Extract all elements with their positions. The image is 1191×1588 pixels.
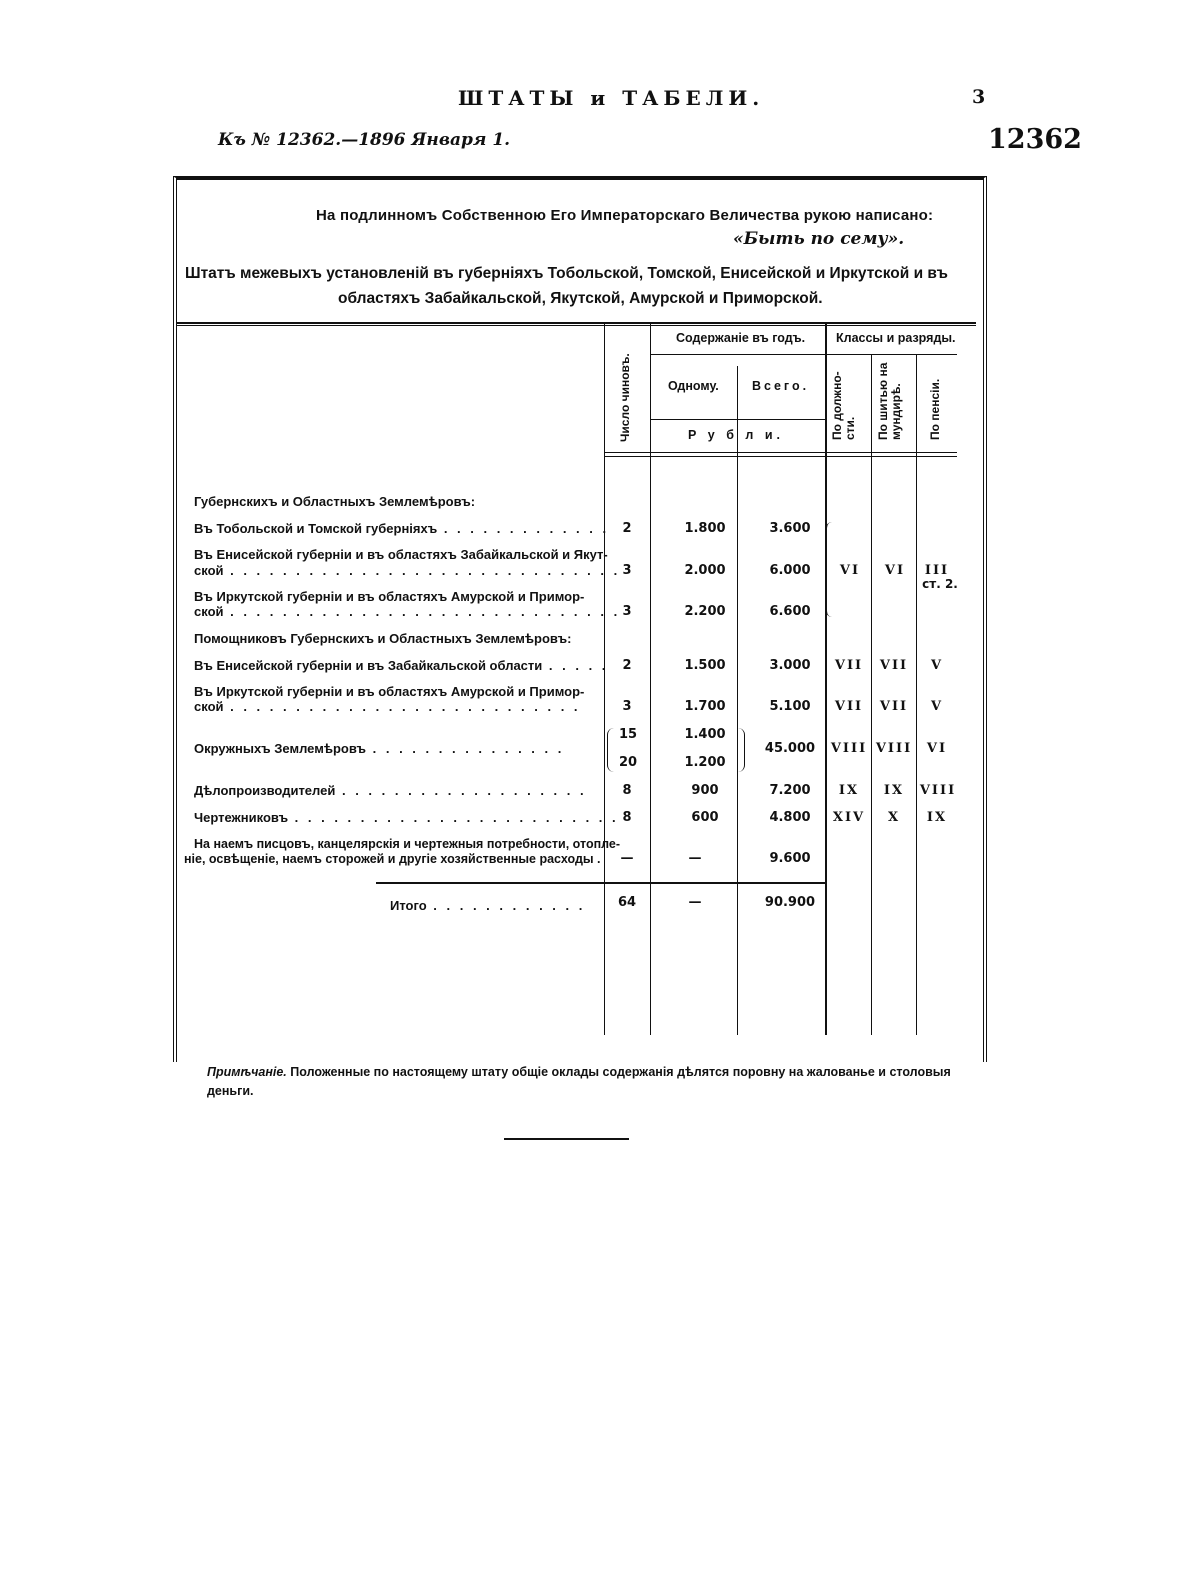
- cell-class-uniform: VIII: [875, 741, 913, 756]
- cell-class-uniform: X: [887, 810, 901, 825]
- table-title-line-2: областяхъ Забайкальской, Якутской, Амурской и Приморской.: [338, 290, 823, 307]
- col-head-currency: Р у б л и.: [688, 428, 784, 442]
- row-label-cont: ніе, освѣщеніе, наемъ сторожей и другіе хозяйственные расходы .: [184, 852, 601, 866]
- col-head-total: Всего.: [752, 379, 810, 393]
- cell-class-position: XIV: [832, 810, 866, 825]
- cell-one: 1.700: [684, 699, 726, 714]
- classes-group-rule: [827, 354, 957, 355]
- salary-group-rule: [650, 354, 825, 355]
- cell-one: 1.500: [684, 658, 726, 673]
- one-brace: [738, 728, 745, 772]
- total-label: Итого . . . . . . . . . . . .: [390, 898, 586, 913]
- cell-total: 3.000: [769, 658, 811, 673]
- col-head-pension: По пенсіи.: [928, 378, 942, 440]
- total-one: —: [688, 895, 702, 910]
- cell-count: 15: [618, 727, 638, 742]
- approval-quote: «Быть по сему».: [733, 229, 905, 249]
- table-title-line-1: Штатъ межевыхъ установленій въ губерніяхъ Тобольской, Томской, Енисейской и Иркутской и въ: [185, 265, 948, 282]
- cell-class-uniform: VI: [884, 563, 906, 578]
- col-rule-total: [737, 366, 738, 1035]
- cell-count: 3: [622, 699, 632, 714]
- total-rule: [376, 882, 825, 884]
- footnote-text: Положенные по настоящему штату общіе оклады содержанія дѣлятся поровну на жалованье и столовыя деньги.: [207, 1065, 951, 1098]
- total-count: 64: [617, 895, 637, 910]
- page-number: 3: [972, 86, 986, 108]
- footnote-label: Примѣчаніе.: [207, 1065, 287, 1079]
- table-frame: [173, 176, 987, 1062]
- cell-one: 900: [691, 783, 719, 798]
- cell-class-pension-note: ст. 2.: [922, 577, 958, 591]
- cell-one: 2.200: [684, 604, 726, 619]
- header-bottom-rule-2: [604, 456, 957, 457]
- col-rule-count: [604, 324, 605, 1035]
- cell-count: 3: [622, 604, 632, 619]
- cell-one: 1.400: [684, 727, 726, 742]
- cell-one: —: [688, 851, 702, 866]
- law-reference: Къ № 12362.—1896 Января 1.: [218, 130, 511, 150]
- col-head-classes: Классы и разряды.: [836, 331, 956, 345]
- row-label: Въ Енисейской губерніи и въ областяхъ Забайкальской и Якут-: [194, 547, 608, 562]
- cell-one: 1.800: [684, 521, 726, 536]
- row-label: Окружныхъ Землемѣровъ . . . . . . . . . . . . . . .: [194, 741, 565, 756]
- cell-class-position: VI: [839, 563, 861, 578]
- cell-class-uniform: IX: [883, 783, 905, 798]
- row-label: Въ Иркутской губерніи и въ областяхъ Амурской и Примор-: [194, 589, 585, 604]
- cell-total: 45.000: [764, 741, 816, 756]
- col-rule-one: [650, 324, 651, 1035]
- cell-total: 4.800: [769, 810, 811, 825]
- cell-count: 3: [622, 563, 632, 578]
- cell-class-uniform: VII: [879, 658, 909, 673]
- title-rule-thin: [176, 325, 976, 326]
- row-label: Въ Енисейской губерніи и въ Забайкальской области . . . . .: [194, 658, 609, 673]
- cell-class-pension: III: [924, 563, 950, 578]
- col-head-position: По должно-сти.: [830, 371, 857, 440]
- col-rule-classes: [825, 324, 827, 1035]
- section-assistants: Помощниковъ Губернскихъ и Областныхъ Землемѣровъ:: [194, 631, 572, 646]
- row-label: Дѣлопроизводителей . . . . . . . . . . . . . . . . . . .: [194, 783, 587, 798]
- cell-count: 20: [618, 755, 638, 770]
- cell-count: 8: [622, 810, 632, 825]
- cell-total: 6.000: [769, 563, 811, 578]
- cell-total: 5.100: [769, 699, 811, 714]
- running-head: ШТАТЫ и ТАБЕЛИ.: [458, 86, 765, 110]
- cell-class-uniform: VII: [879, 699, 909, 714]
- title-rule: [176, 322, 976, 324]
- col-head-one: Одному.: [668, 379, 719, 393]
- cell-total: 6.600: [769, 604, 811, 619]
- cell-class-pension: VIII: [919, 783, 957, 798]
- footer-rule: [504, 1138, 629, 1140]
- row-label: Чертежниковъ . . . . . . . . . . . . . . . . . . . . . . . . .: [194, 810, 619, 825]
- cell-total: 7.200: [769, 783, 811, 798]
- row-label: Въ Иркутской губерніи и въ областяхъ Амурской и Примор-: [194, 684, 585, 699]
- col-head-uniform: По шитью на мундирѣ.: [876, 362, 903, 440]
- col-head-count: Число чиновъ.: [618, 353, 632, 442]
- row-label: На наемъ писцовъ, канцелярскія и чертежныя потребности, отопле-: [194, 837, 621, 851]
- cell-total: 9.600: [769, 851, 811, 866]
- cell-one: 1.200: [684, 755, 726, 770]
- cell-count: 8: [622, 783, 632, 798]
- row-label: Въ Тобольской и Томской губерніяхъ . . . . . . . . . . . . .: [194, 521, 610, 536]
- cell-class-position: VII: [834, 658, 864, 673]
- cell-class-pension: V: [930, 699, 944, 714]
- cell-class-pension: IX: [926, 810, 948, 825]
- cell-class-pension: VI: [926, 741, 948, 756]
- total-total: 90.900: [764, 895, 816, 910]
- cell-one: 600: [691, 810, 719, 825]
- footnote: [207, 1063, 967, 1101]
- law-number: 12362: [988, 124, 1082, 155]
- approval-note: На подлинномъ Собственною Его Императорскаго Величества рукою написано:: [316, 207, 934, 224]
- currency-rule: [650, 419, 825, 420]
- cell-total: 3.600: [769, 521, 811, 536]
- row-label-cont: ской . . . . . . . . . . . . . . . . . . . . . . . . . . . . . .: [194, 563, 621, 578]
- col-head-salary: Содержаніе въ годъ.: [676, 331, 806, 345]
- cell-class-position: VIII: [830, 741, 868, 756]
- row-label-cont: ской . . . . . . . . . . . . . . . . . . . . . . . . . . . . . .: [194, 604, 621, 619]
- cell-count: —: [620, 851, 634, 866]
- cell-count: 2: [622, 658, 632, 673]
- cell-class-position: VII: [834, 699, 864, 714]
- cell-class-pension: V: [930, 658, 944, 673]
- cell-class-position: IX: [838, 783, 860, 798]
- row-label-cont: ской . . . . . . . . . . . . . . . . . . . . . . . . . . .: [194, 699, 581, 714]
- section-governors: Губернскихъ и Областныхъ Землемѣровъ:: [194, 494, 476, 509]
- header-bottom-rule: [604, 452, 957, 453]
- cell-count: 2: [622, 521, 632, 536]
- cell-one: 2.000: [684, 563, 726, 578]
